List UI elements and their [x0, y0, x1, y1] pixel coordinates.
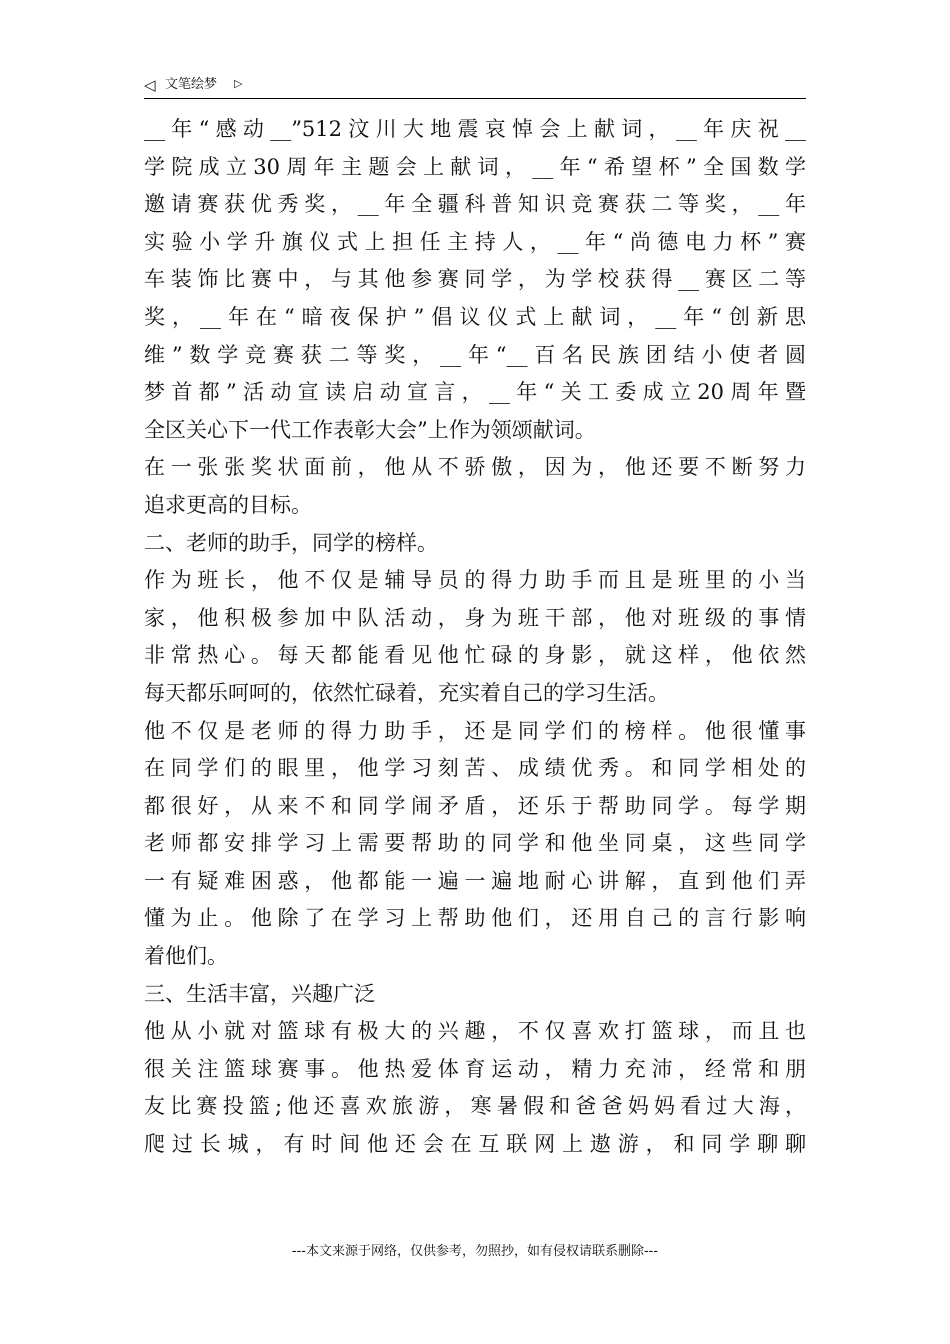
page-header [144, 72, 806, 99]
text-line: 爬过长城，有时间他还会在互联网上遨游，和同学聊聊 [144, 1132, 806, 1157]
text-line: 在同学们的眼里，他学习刻苦、成绩优秀。和同学相处的 [144, 756, 806, 781]
text-line: 一有疑难困惑，他都能一遍一遍地耐心讲解，直到他们弄 [144, 868, 806, 893]
text-line: 学院成立30周年主题会上献词，__年“希望杯”全国数学 [144, 154, 806, 179]
triangle-left-icon: ◁ [144, 76, 156, 94]
text-line: 二、老师的助手，同学的榜样。 [144, 530, 438, 555]
text-line: 友比赛投篮;他还喜欢旅游，寒暑假和爸爸妈妈看过大海， [144, 1094, 806, 1119]
text-line: 每天都乐呵呵的，依然忙碌着，充实着自己的学习生活。 [144, 680, 669, 705]
header-title: 文笔绘梦 [165, 77, 218, 92]
text-line: 他不仅是老师的得力助手，还是同学们的榜样。他很懂事 [144, 718, 806, 743]
text-line: 维”数学竞赛获二等奖，__年“__百名民族团结小使者圆 [144, 342, 806, 367]
text-line: __年“感动__”512汶川大地震哀悼会上献词，__年庆祝__ [144, 117, 806, 141]
text-line: 奖，__年在“暗夜保护”倡议仪式上献词，__年“创新思 [144, 304, 806, 329]
text-line: 在一张张奖状面前，他从不骄傲，因为，他还要不断努力 [144, 455, 806, 480]
document-body [144, 111, 806, 1164]
text-line: 他从小就对篮球有极大的兴趣，不仅喜欢打篮球，而且也 [144, 1019, 806, 1044]
page-footer: ---本文来源于网络，仅供参考，勿照抄，如有侵权请联系删除--- [291, 1244, 659, 1259]
text-line: 实验小学升旗仪式上担任主持人，__年“尚德电力杯”赛 [144, 229, 806, 254]
text-line: 老师都安排学习上需要帮助的同学和他坐同桌，这些同学 [144, 831, 806, 856]
triangle-right-icon: ▷ [234, 77, 243, 90]
text-line: 邀请赛获优秀奖，__年全疆科普知识竞赛获二等奖，__年 [144, 192, 806, 217]
text-line: 追求更高的目标。 [144, 492, 312, 517]
text-line: 车装饰比赛中，与其他参赛同学，为学校获得__赛区二等 [144, 267, 806, 292]
text-line: 着他们。 [144, 944, 228, 969]
text-line: 都很好，从来不和同学闹矛盾，还乐于帮助同学。每学期 [144, 793, 806, 818]
text-line: 全区关心下一代工作表彰大会”上作为领颂献词。 [144, 417, 596, 442]
text-line: 很关注篮球赛事。他热爱体育运动，精力充沛，经常和朋 [144, 1056, 806, 1081]
text-line: 作为班长，他不仅是辅导员的得力助手而且是班里的小当 [144, 568, 806, 593]
text-line: 三、生活丰富，兴趣广泛 [144, 981, 375, 1006]
text-line: 非常热心。每天都能看见他忙碌的身影，就这样，他依然 [144, 643, 806, 668]
text-line: 家，他积极参加中队活动，身为班干部，他对班级的事情 [144, 605, 806, 630]
text-line: 懂为止。他除了在学习上帮助他们，还用自己的言行影响 [144, 906, 806, 931]
text-line: 梦首都”活动宣读启动宣言，__年“关工委成立20周年暨 [144, 380, 806, 405]
